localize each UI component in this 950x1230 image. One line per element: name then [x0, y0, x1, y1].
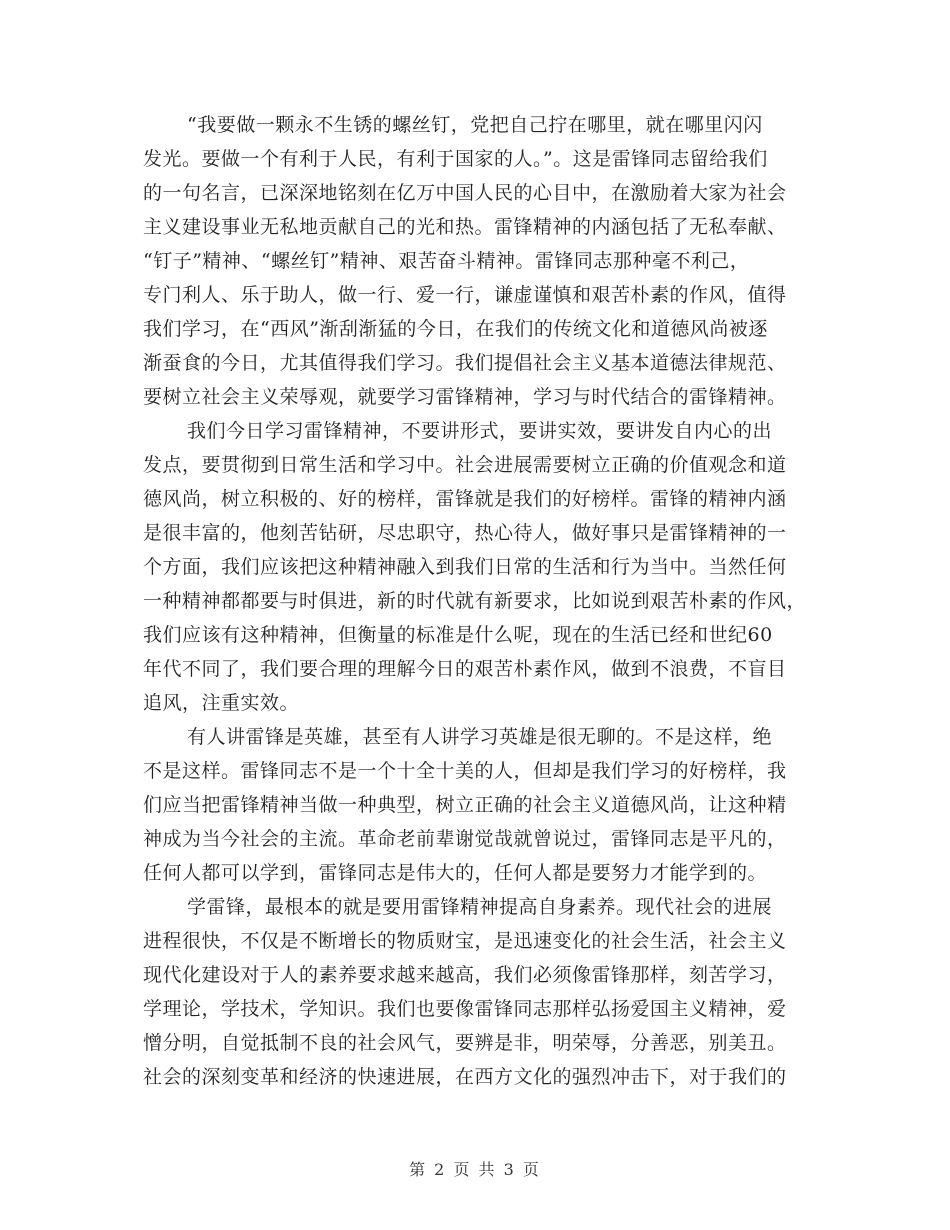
- text-line: 专门利人、乐于助人，做一行、爱一行，谦虚谨慎和艰苦朴素的作风，值得: [143, 284, 787, 306]
- text-line: 进程很快，不仅是不断增长的物质财宝，是迅速变化的社会生活，社会主义: [143, 930, 787, 952]
- text-line: 不是这样。雷锋同志不是一个十全十美的人，但却是我们学习的好榜样，我: [143, 760, 787, 782]
- text-line: 神成为当今社会的主流。革命老前辈谢觉哉就曾说过，雷锋同志是平凡的，: [143, 828, 787, 850]
- text-line: 德风尚，树立积极的、好的榜样，雷锋就是我们的好榜样。雷锋的精神内涵: [143, 488, 787, 510]
- text-line: 的一句名言，已深深地铭刻在亿万中国人民的心目中，在激励着大家为社会: [143, 182, 787, 204]
- text-line: 学雷锋，最根本的就是要用雷锋精神提高自身素养。现代社会的进展: [187, 896, 773, 918]
- text-line: “我要做一颗永不生锈的螺丝钉，党把自己拧在哪里，就在哪里闪闪: [187, 114, 763, 136]
- page-number: 第 2 页 共 3 页: [409, 1160, 541, 1179]
- text-line: 年代不同了，我们要合理的理解今日的艰苦朴素作风，做到不浪费，不盲目: [143, 658, 787, 680]
- text-line: 发点，要贯彻到日常生活和学习中。社会进展需要树立正确的价值观念和道: [143, 454, 787, 476]
- text-line: 渐蚕食的今日，尤其值得我们学习。我们提倡社会主义基本道德法律规范、: [143, 352, 787, 374]
- text-line: 要树立社会主义荣辱观，就要学习雷锋精神，学习与时代结合的雷锋精神。: [143, 386, 787, 408]
- text-line: 憎分明，自觉抵制不良的社会风气，要辨是非，明荣辱，分善恶，别美丑。: [143, 1032, 787, 1054]
- text-line: 我们学习，在“西风”渐刮渐猛的今日，在我们的传统文化和道德风尚被逐: [143, 318, 768, 340]
- text-line: 我们应该有这种精神，但衡量的标准是什么呢，现在的生活已经和世纪60: [143, 624, 773, 646]
- text-line: 学理论，学技术，学知识。我们也要像雷锋同志那样弘扬爱国主义精神，爱: [143, 998, 787, 1020]
- text-line: 们应当把雷锋精神当做一种典型，树立正确的社会主义道德风尚，让这种精: [143, 794, 787, 816]
- text-line: 主义建设事业无私地贡献自己的光和热。雷锋精神的内涵包括了无私奉献、: [143, 216, 787, 238]
- text-line: “钉子”精神、“螺丝钉”精神、艰苦奋斗精神。雷锋同志那种毫不利己，: [143, 250, 750, 272]
- text-line: 社会的深刻变革和经济的快速进展，在西方文化的强烈冲击下，对于我们的: [143, 1066, 787, 1088]
- text-line: 发光。要做一个有利于人民，有利于国家的人。”。这是雷锋同志留给我们: [143, 148, 768, 170]
- text-line: 我们今日学习雷锋精神，不要讲形式，要讲实效，要讲发自内心的出: [187, 420, 773, 442]
- text-line: 追风，注重实效。: [143, 692, 300, 714]
- text-line: 有人讲雷锋是英雄，甚至有人讲学习英雄是很无聊的。不是这样，绝: [187, 726, 773, 748]
- text-line: 任何人都可以学到，雷锋同志是伟大的，任何人都是要努力才能学到的。: [143, 862, 768, 884]
- text-line: 现代化建设对于人的素养要求越来越高，我们必须像雷锋那样，刻苦学习，: [143, 964, 787, 986]
- text-line: 是很丰富的，他刻苦钻研，尽忠职守，热心待人，做好事只是雷锋精神的一: [143, 522, 787, 544]
- text-line: 一种精神都都要与时俱进，新的时代就有新要求，比如说到艰苦朴素的作风，: [143, 590, 807, 612]
- text-line: 个方面，我们应该把这种精神融入到我们日常的生活和行为当中。当然任何: [143, 556, 787, 578]
